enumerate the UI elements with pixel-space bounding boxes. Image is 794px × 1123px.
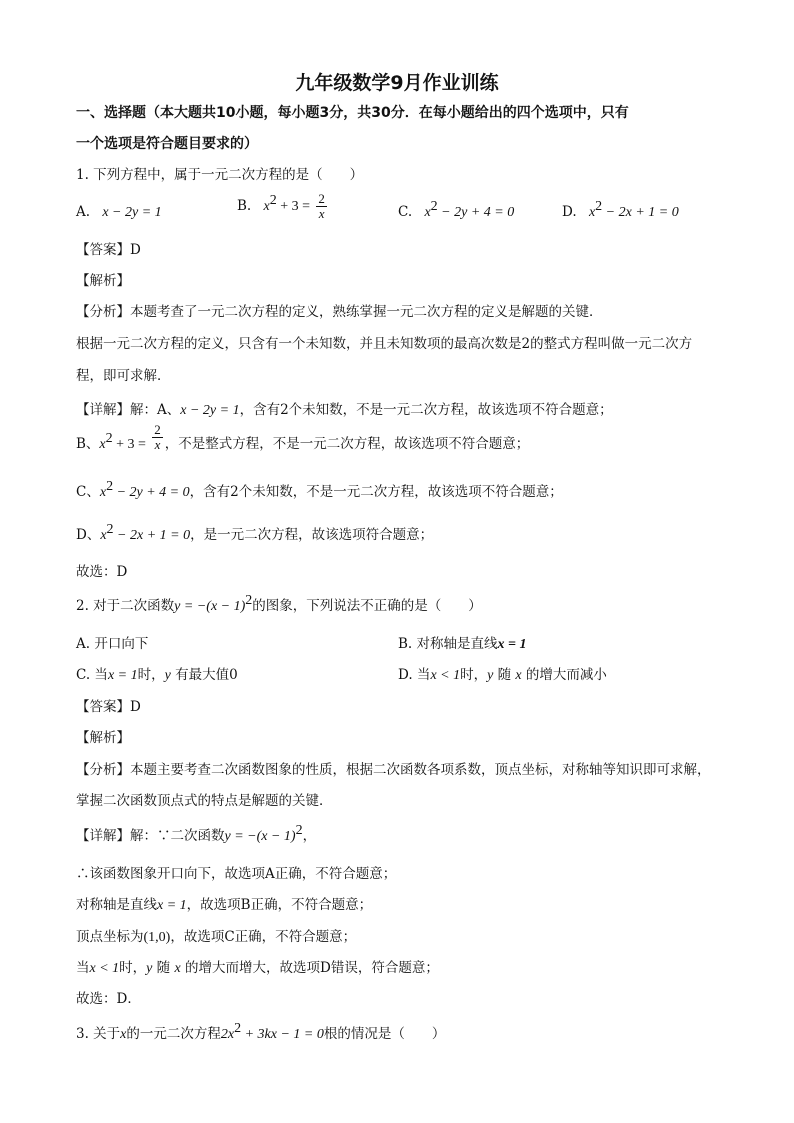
detail-text: 顶点坐标为 (76, 929, 144, 945)
stem-prefix: 3. 关于 (76, 1026, 121, 1042)
q2-analysis-line2: 掌握二次函数顶点式的特点是解题的关键． (76, 793, 333, 809)
option-label: B. (237, 198, 252, 214)
detail-text-2: ，故选项B正确，不符合题意； (186, 897, 373, 913)
stem-math-2: + 3kx − 1 = 0 (241, 1027, 324, 1042)
option-text-2: 时， (460, 667, 488, 683)
detail-math-x: x (99, 437, 106, 452)
stem-math: 2x (220, 1027, 235, 1042)
q2-detail-b (76, 895, 372, 916)
detail-text: 当 (76, 960, 90, 976)
exponent: 2 (595, 199, 603, 214)
q1-option-a (76, 202, 162, 223)
option-var-x: x (515, 668, 522, 683)
detail-math: y = −(x − 1) (224, 829, 296, 844)
q1-choice: 故选：D (76, 564, 128, 580)
q1-analysis-tag: 【解析】 (76, 273, 130, 289)
q2-detail-intro (76, 823, 317, 847)
q2-option-b (398, 634, 527, 655)
option-math-x: x (263, 199, 270, 214)
q1-answer: 【答案】D (76, 242, 141, 258)
option-text: C. 当 (76, 667, 108, 683)
fraction-numerator: 2 (318, 191, 325, 206)
option-math: x < 1 (430, 668, 461, 683)
option-math: x = 1 (107, 668, 138, 683)
detail-math-x: x (100, 528, 107, 543)
q2-option-c (76, 665, 238, 686)
q1-analysis-line2: 根据一元二次方程的定义，只含有一个未知数，并且未知数项的最高次数是2的整式方程叫做一元二次方 (76, 336, 693, 352)
q1-option-d (562, 199, 679, 223)
stem-text: 的图象，下列说法不正确的是（ ） (252, 598, 482, 614)
detail-text-3: 随 (152, 960, 175, 976)
detail-text-2: ，故选项C正确，不符合题意； (170, 929, 357, 945)
stem-var-x: x (120, 1027, 127, 1042)
option-math-x: x (424, 205, 431, 220)
detail-text: ，含有2个未知数，不是一元二次方程，故该选项不符合题意； (189, 484, 563, 500)
detail-prefix: B、 (76, 436, 100, 452)
option-text-4: 的增大而减小 (521, 667, 607, 683)
exponent: 2 (295, 823, 303, 838)
detail-text: ，是一元二次方程，故该选项符合题意； (190, 527, 434, 543)
q3-stem (76, 1021, 446, 1045)
detail-math: (1,0) (143, 930, 171, 945)
section-heading-line1: 一、选择题（本大题共10小题，每小题3分，共30分．在每小题给出的四个选项中，只有 (76, 105, 629, 121)
q1-detail-a (76, 400, 613, 421)
detail-text: ，不是整式方程，不是一元二次方程，故该选项不符合题意； (164, 436, 530, 452)
exponent: 2 (430, 199, 438, 214)
page-title: 九年级数学9月作业训练 (295, 72, 499, 94)
q2-analysis-tag: 【解析】 (76, 730, 130, 746)
q1-option-b (237, 192, 329, 221)
q2-choice: 故选：D． (76, 991, 141, 1007)
detail-text-4: 的增大而增大，故选项D错误，符合题意； (180, 960, 439, 976)
option-math-eq: + 3 = (276, 199, 311, 214)
detail-prefix: 【详解】解：A、 (76, 402, 181, 418)
option-label: A. (76, 204, 91, 220)
q1-detail-d (76, 522, 434, 546)
fraction-numerator: 2 (154, 422, 161, 437)
stem-math: y = −(x − 1) (174, 599, 246, 614)
detail-prefix: D、 (76, 527, 101, 543)
option-text: D. 当 (398, 667, 431, 683)
q2-detail-d (76, 958, 439, 979)
detail-text: 对称轴是直线 (76, 897, 157, 913)
q2-stem (76, 593, 482, 617)
option-math: x = 1 (497, 637, 527, 652)
option-math-rest: − 2x + 1 = 0 (602, 205, 679, 220)
option-var-y: y (487, 668, 494, 683)
q1-analysis-line1: 【分析】本题考查了一元二次方程的定义，熟练掌握一元二次方程的定义是解题的关键． (76, 304, 603, 320)
q2-option-a: A. 开口向下 (76, 636, 149, 652)
stem-text-2: 根的情况是（ ） (323, 1026, 446, 1042)
q1-option-c (398, 199, 515, 223)
detail-math-eq: + 3 = (112, 437, 146, 452)
q1-detail-c (76, 479, 563, 503)
option-var-y: y (164, 668, 171, 683)
exponent: 2 (106, 522, 114, 537)
detail-math: x = 1 (157, 898, 187, 913)
option-text-2: 时， (137, 667, 165, 683)
option-label: C. (398, 204, 413, 220)
option-text-3: 有最大值0 (170, 667, 238, 683)
option-math-rest: − 2y + 4 = 0 (437, 205, 515, 220)
detail-math-x: x (99, 485, 107, 500)
stem-text: 的一元二次方程 (126, 1026, 221, 1042)
detail-text: ， (302, 828, 317, 844)
q1-detail-b (76, 422, 530, 455)
option-label: D. (562, 204, 577, 220)
detail-math: x − 2y = 1 (180, 403, 240, 418)
detail-math-eq: − 2x + 1 = 0 (113, 528, 191, 543)
detail-var-y: y (146, 961, 153, 976)
exponent: 2 (234, 1021, 242, 1036)
fraction-denominator: x (154, 437, 161, 452)
detail-math: x < 1 (89, 961, 120, 976)
exponent: 2 (245, 593, 253, 608)
option-math: x − 2y = 1 (102, 205, 162, 220)
detail-text-2: 时， (119, 960, 147, 976)
exponent: 2 (105, 431, 113, 446)
section-heading-line2: 一个选项是符合题目要求的） (76, 136, 258, 152)
stem-prefix: 2. 对于二次函数 (76, 598, 175, 614)
fraction-denominator: x (318, 206, 325, 221)
detail-prefix: 【详解】解：∵二次函数 (76, 828, 225, 844)
exponent: 2 (106, 479, 114, 494)
detail-prefix: C、 (76, 484, 100, 500)
fraction (316, 192, 327, 221)
q2-detail-c (76, 927, 356, 948)
fraction (152, 423, 163, 452)
option-math-x: x (588, 205, 596, 220)
q1-stem: 1. 下列方程中，属于一元二次方程的是（ ） (76, 167, 364, 183)
q2-analysis-line1: 【分析】本题主要考查二次函数图象的性质，根据二次函数各项系数，顶点坐标，对称轴等知识即可求解， (76, 762, 711, 778)
detail-math-eq: − 2y + 4 = 0 (113, 485, 190, 500)
option-text: B. 对称轴是直线 (398, 636, 498, 652)
q1-analysis-line3: 程，即可求解． (76, 368, 171, 384)
detail-var-x: x (174, 961, 181, 976)
exponent: 2 (269, 193, 277, 208)
q2-option-d (398, 665, 607, 686)
q2-answer: 【答案】D (76, 699, 141, 715)
option-text-3: 随 (493, 667, 516, 683)
detail-text: ，含有2个未知数，不是一元二次方程，故该选项不符合题意； (239, 402, 613, 418)
q2-detail-a: ∴该函数图象开口向下，故选项A正确，不符合题意； (76, 866, 397, 882)
